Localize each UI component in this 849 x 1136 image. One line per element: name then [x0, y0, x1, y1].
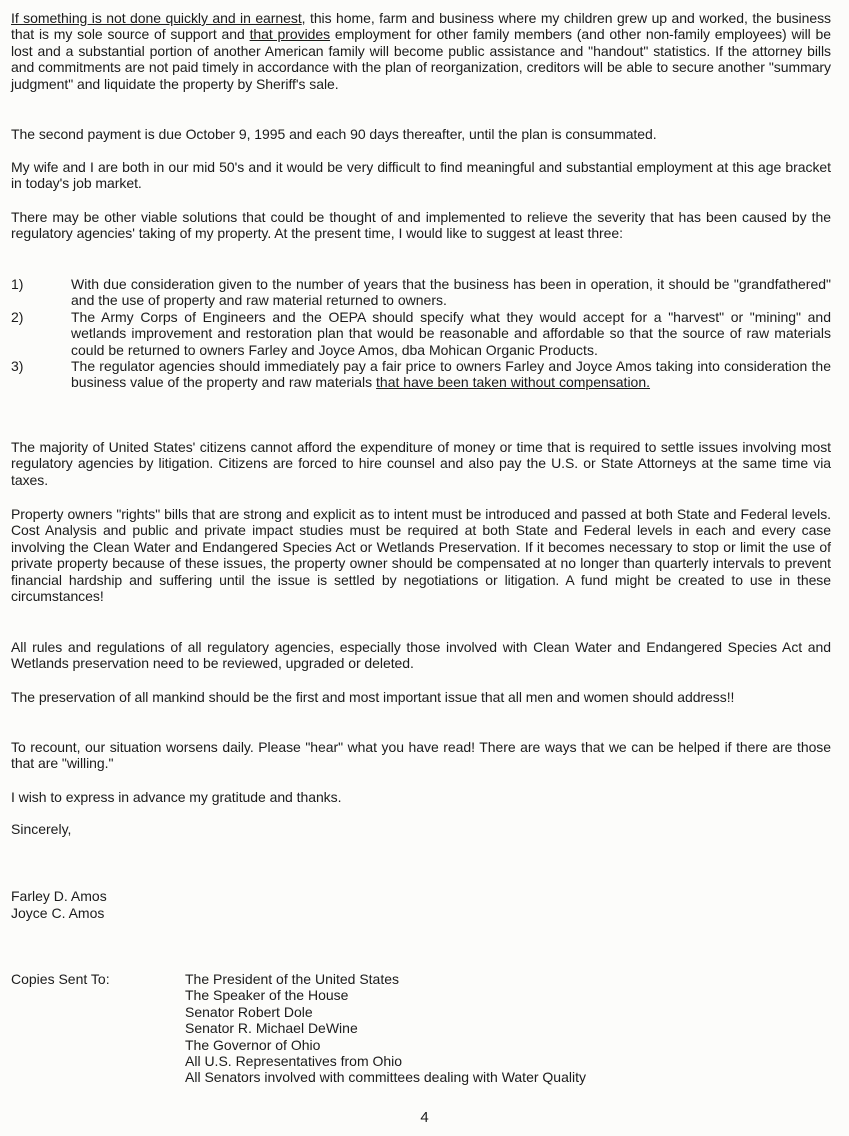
list-item	[11, 309, 831, 358]
paragraph-text: The second payment is due October 9, 1995 and each 90 days thereafter, until the plan is consummated.	[11, 126, 657, 142]
paragraph-text: employment for other family members (and other non-family employees) will be lost and a substantial portion of another American family will become public assistance and "handout" statistics. If the attorney bills and commitments are not paid timely in accordance with the plan of reorganization, creditors will be able to secure another "summary judgment" and liquidate the property by Sheriff's sale.	[11, 26, 832, 92]
page-number: 4	[420, 1109, 429, 1126]
paragraph-second-payment	[11, 126, 831, 142]
paragraph-gratitude	[11, 789, 831, 805]
list-text	[71, 358, 831, 391]
list-text-part: The regulator agencies should immediately pay a fair price to owners Farley and Joyce Amos taking into consideration the business value of the property and raw materials	[71, 358, 831, 391]
paragraph-solutions	[11, 209, 831, 242]
list-item	[11, 276, 831, 309]
underlined-phrase: that have been taken without compensation.	[376, 374, 651, 391]
paragraph-employment	[11, 159, 831, 192]
recipient: The President of the United States	[185, 971, 400, 987]
recipient: Senator R. Michael DeWine	[185, 1020, 358, 1037]
paragraph-preservation	[11, 689, 831, 705]
paragraph-text: The majority of United States' citizens cannot afford the expenditure of money or time that is required to settle issues involving most regulatory agencies by litigation. Citizens are forced to hire counsel and also pay the U.S. or State Attorneys at the same time via taxes.	[11, 439, 831, 488]
signature-name: Farley D. Amos	[11, 888, 107, 904]
closing-salutation: Sincerely,	[11, 821, 72, 837]
list-number: 3)	[11, 358, 24, 375]
paragraph-text: I wish to express in advance my gratitude and thanks.	[11, 789, 342, 805]
paragraph-text: , this home, farm and business where my children grew up and worked, the business that is my sole source of support and	[11, 10, 831, 43]
signature-name: Joyce C. Amos	[11, 905, 105, 921]
list-item	[11, 358, 831, 391]
underlined-phrase: that provides	[249, 26, 331, 43]
list-number: 1)	[11, 276, 24, 292]
paragraph-text: Property owners "rights" bills that are strong and explicit as to intent must be introduced and passed at both State and Federal levels. Cost Analysis and public and private impact studies must be required at both State and Federal levels in each and every case involving the Clean Water and Endangered Species Act or Wetlands Preservation. If it becomes necessary to stop or limit the use of private property because of these issues, the property owner should be compensated at no longer than quarterly intervals to prevent financial hardship and suffering until the issue is settled by negotiations or litigation. A fund might be created to use in these circumstances!	[11, 506, 831, 605]
recipient: All U.S. Representatives from Ohio	[185, 1053, 403, 1070]
suggestion-list	[11, 276, 831, 391]
list-text: The Army Corps of Engineers and the OEPA should specify what they would accept for a "harvest" or "mining" and wetlands improvement and restoration plan that would be reasonable and affordable so that the source of raw materials could be returned to owners Farley and Joyce Amos, dba Mohican Organic Products.	[71, 308, 831, 358]
underlined-phrase: If something is not done quickly and in earnest	[11, 10, 302, 26]
paragraph-rights-bills	[11, 506, 831, 604]
list-number: 2)	[11, 308, 24, 325]
list-text: With due consideration given to the number of years that the business has been in operation, it should be "grandfathered" and the use of property and raw material returned to owners.	[71, 276, 831, 309]
paragraph-litigation-cost	[11, 439, 831, 488]
recipient: The Governor of Ohio	[185, 1036, 321, 1053]
paragraph-rules-review	[11, 639, 831, 672]
paragraph-text: To recount, our situation worsens daily. Please "hear" what you have read! There are ways that we can be helped if there are those that are "willing."	[11, 739, 831, 772]
paragraph-urgency	[11, 10, 831, 92]
paragraph-text: My wife and I are both in our mid 50's and it would be very difficult to find meaningful and substantial employment at this age bracket in today's job market.	[11, 159, 831, 192]
paragraph-text: All rules and regulations of all regulatory agencies, especially those involved with Clean Water and Endangered Species Act and Wetlands preservation need to be reviewed, upgraded or deleted.	[11, 639, 831, 672]
copies-recipient-list	[185, 971, 586, 1086]
recipient: Senator Robert Dole	[185, 1003, 313, 1020]
paragraph-recount	[11, 739, 831, 772]
copies-label: Copies Sent To:	[11, 971, 110, 987]
paragraph-text: The preservation of all mankind should be the first and most important issue that all men and women should address!!	[11, 689, 735, 705]
recipient: All Senators involved with committees dealing with Water Quality	[185, 1069, 586, 1086]
recipient: The Speaker of the House	[185, 987, 349, 1004]
paragraph-text: There may be other viable solutions that could be thought of and implemented to relieve the severity that has been caused by the regulatory agencies' taking of my property. At the present time, I would like to suggest at least three:	[11, 209, 831, 242]
